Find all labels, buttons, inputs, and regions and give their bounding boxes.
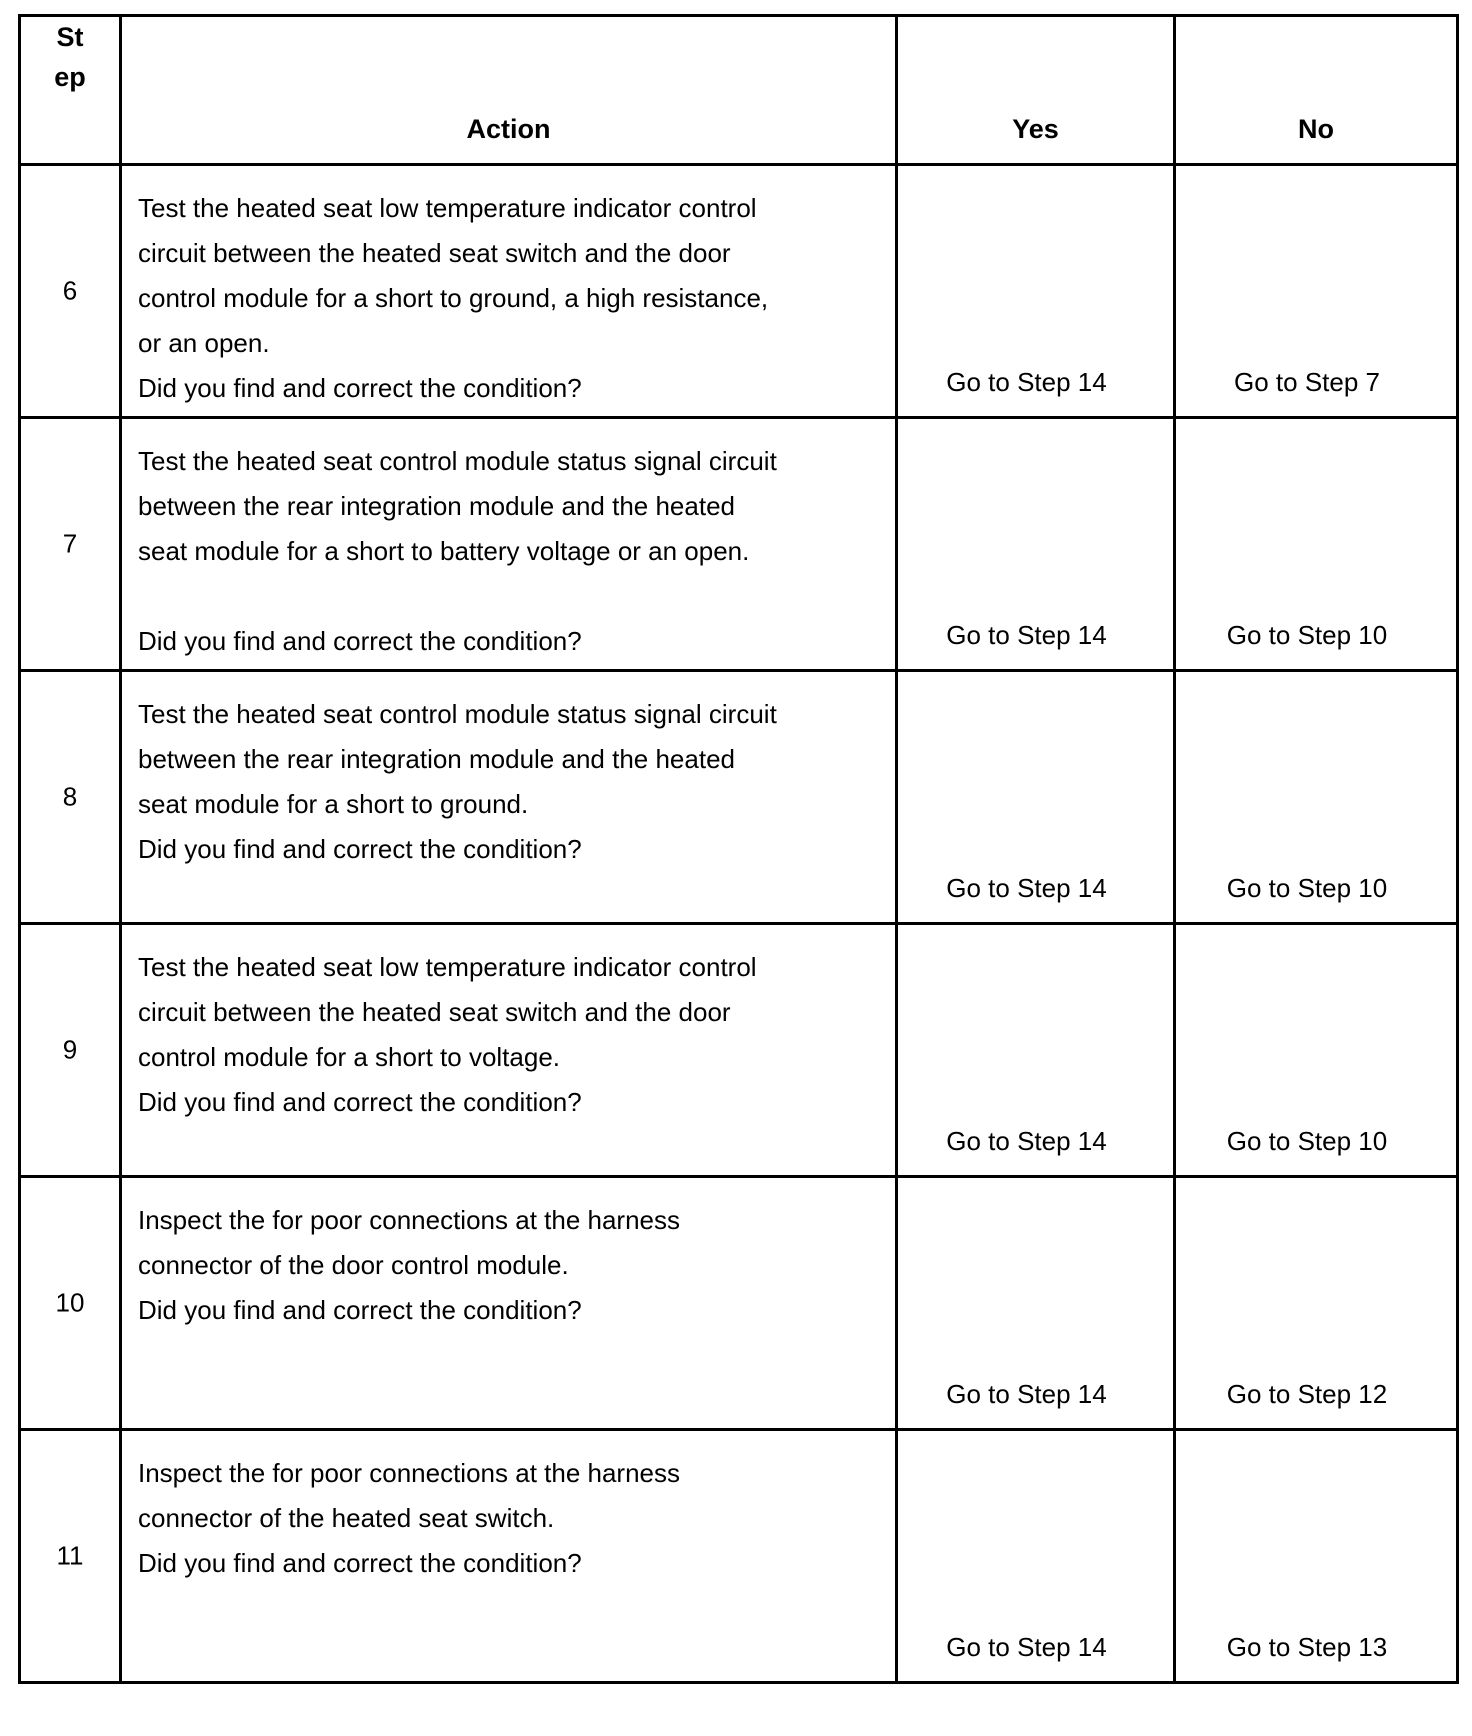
- header-no: [1175, 16, 1458, 165]
- table-row: [20, 924, 1458, 1177]
- action-line: circuit between the heated seat switch and the door: [138, 238, 731, 268]
- action-cell: [121, 924, 897, 1177]
- no-goto-step: Go to Step 10: [1226, 1126, 1388, 1156]
- step-number: 7: [62, 528, 78, 559]
- table-row: [20, 165, 1458, 418]
- diagnostic-table: [18, 14, 1459, 1684]
- action-text: [122, 1178, 895, 1333]
- action-line: Did you find and correct the condition?: [138, 1295, 582, 1325]
- yes-cell: [897, 165, 1175, 418]
- action-line: circuit between the heated seat switch and the door: [138, 997, 731, 1027]
- action-line: Test the heated seat low temperature indicator control: [138, 952, 757, 982]
- table-row: [20, 418, 1458, 671]
- step-cell: [20, 1177, 121, 1430]
- yes-goto-step: Go to Step 14: [946, 1379, 1107, 1409]
- header-no-label: No: [1298, 114, 1334, 144]
- header-yes-label: Yes: [1012, 114, 1059, 144]
- step-cell: [20, 1430, 121, 1683]
- step-cell: [20, 418, 121, 671]
- step-cell: [20, 165, 121, 418]
- table-row: [20, 671, 1458, 924]
- header-action: [121, 16, 897, 165]
- action-text: [122, 1431, 895, 1586]
- action-line: seat module for a short to ground.: [138, 789, 529, 819]
- action-line: Inspect the for poor connections at the harness: [138, 1458, 681, 1488]
- no-goto-step: Go to Step 10: [1226, 873, 1388, 903]
- step-cell: [20, 671, 121, 924]
- action-line: [138, 574, 835, 619]
- step-number: 10: [55, 1287, 85, 1318]
- action-cell: [121, 1430, 897, 1683]
- action-line: seat module for a short to battery voltage or an open.: [138, 536, 750, 566]
- yes-cell: [897, 418, 1175, 671]
- no-goto-step: Go to Step 12: [1226, 1379, 1388, 1409]
- no-cell: [1175, 1177, 1458, 1430]
- table-row: [20, 1177, 1458, 1430]
- yes-goto-step: Go to Step 14: [946, 620, 1107, 650]
- no-cell: [1175, 165, 1458, 418]
- action-cell: [121, 418, 897, 671]
- no-goto-step: Go to Step 13: [1226, 1632, 1388, 1662]
- no-goto-step: Go to Step 10: [1226, 620, 1388, 650]
- action-line: between the rear integration module and the heated: [138, 744, 735, 774]
- action-line: Did you find and correct the condition?: [138, 1087, 582, 1117]
- yes-goto-step: Go to Step 14: [946, 1632, 1107, 1662]
- table-header: [20, 16, 1458, 165]
- action-line: Did you find and correct the condition?: [138, 834, 582, 864]
- action-cell: [121, 671, 897, 924]
- yes-goto-step: Go to Step 14: [946, 367, 1107, 397]
- action-line: Test the heated seat control module status signal circuit: [138, 446, 777, 476]
- action-line: connector of the door control module.: [138, 1250, 569, 1280]
- table-row: [20, 1430, 1458, 1683]
- action-line: Test the heated seat control module status signal circuit: [138, 699, 777, 729]
- action-line: Test the heated seat low temperature indicator control: [138, 193, 757, 223]
- no-cell: [1175, 671, 1458, 924]
- action-line: control module for a short to ground, a high resistance,: [138, 283, 769, 313]
- action-line: Did you find and correct the condition?: [138, 1548, 582, 1578]
- action-line: between the rear integration module and the heated: [138, 491, 735, 521]
- header-step: [20, 16, 121, 165]
- action-line: or an open.: [138, 328, 270, 358]
- yes-cell: [897, 1177, 1175, 1430]
- action-line: Inspect the for poor connections at the harness: [138, 1205, 681, 1235]
- yes-cell: [897, 671, 1175, 924]
- action-line: control module for a short to voltage.: [138, 1042, 561, 1072]
- action-text: [122, 166, 895, 411]
- yes-cell: [897, 1430, 1175, 1683]
- action-text: [122, 419, 895, 664]
- step-cell: [20, 924, 121, 1177]
- yes-goto-step: Go to Step 14: [946, 1126, 1107, 1156]
- step-number: 11: [56, 1540, 84, 1571]
- action-line: connector of the heated seat switch.: [138, 1503, 555, 1533]
- header-step-line1: St: [56, 22, 84, 52]
- action-line: Did you find and correct the condition?: [138, 626, 582, 656]
- step-number: 9: [62, 1034, 78, 1065]
- action-cell: [121, 1177, 897, 1430]
- action-cell: [121, 165, 897, 418]
- no-cell: [1175, 924, 1458, 1177]
- action-line: Did you find and correct the condition?: [138, 373, 582, 403]
- action-text: [122, 672, 895, 872]
- yes-goto-step: Go to Step 14: [946, 873, 1107, 903]
- header-yes: [897, 16, 1175, 165]
- header-step-line2: ep: [54, 62, 86, 92]
- step-number: 6: [62, 275, 78, 306]
- no-goto-step: Go to Step 7: [1234, 367, 1380, 397]
- step-number: 8: [62, 781, 78, 812]
- action-text: [122, 925, 895, 1125]
- no-cell: [1175, 1430, 1458, 1683]
- no-cell: [1175, 418, 1458, 671]
- table-body: [20, 165, 1458, 1683]
- yes-cell: [897, 924, 1175, 1177]
- header-action-label: Action: [466, 114, 551, 144]
